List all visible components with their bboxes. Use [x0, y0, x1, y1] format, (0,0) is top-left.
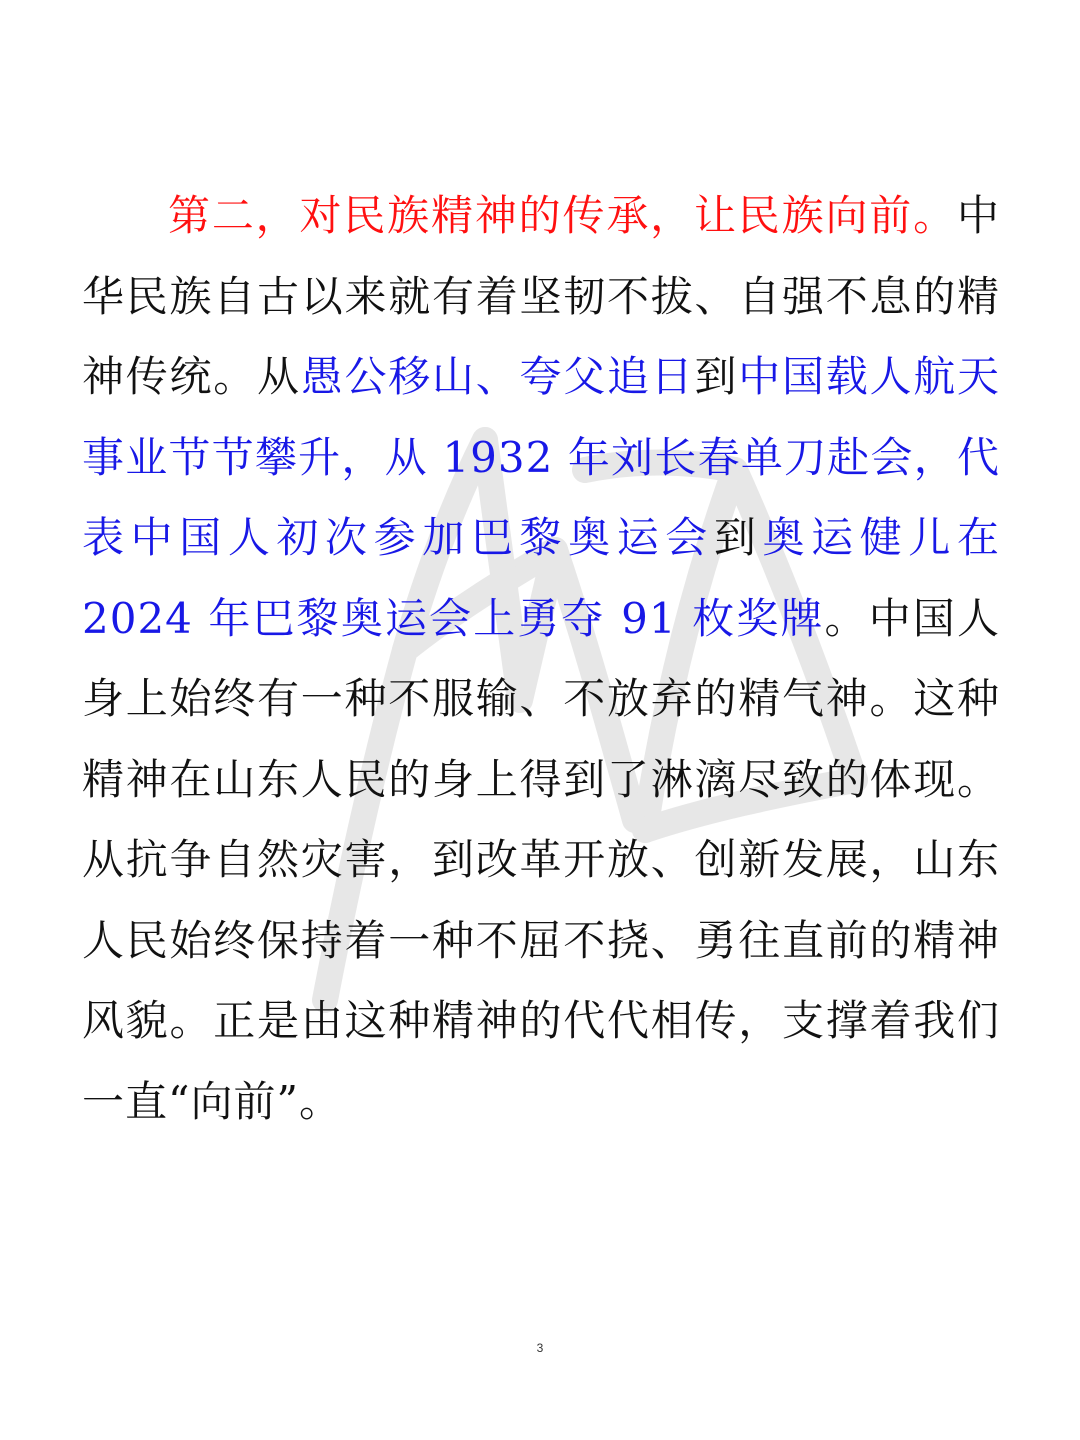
text-segment-2: 到 [694, 352, 739, 401]
highlight-segment-2: 中国载人航天事业节节攀升，从 1932 年刘长春单刀赴会，代表中国人初次参加巴黎奥运会 [82, 352, 1000, 562]
page-number: 3 [536, 1341, 544, 1355]
text-segment-1: 中华民族自古以来就有着坚韧不拔、自强不息的精神传统。从 [82, 191, 1000, 401]
highlight-segment-3: 奥运健儿在 2024 年巴黎奥运会上勇夺 91 枚奖牌 [82, 513, 1000, 643]
text-segment-4: 。中国人身上始终有一种不服输、不放弃的精气神。这种精神在山东人民的身上得到了淋漓尽致的体现。从抗争自然灾害，到改革开放、创新发展，山东人民始终保持着一种不屈不挠、勇往直前的精神风貌。正是由这种精神的代代相传，支撑着我们一直“向前”。 [82, 593, 1000, 1126]
section-heading: 第二，对民族精神的传承，让民族向前。 [168, 191, 957, 240]
body-paragraph [82, 176, 1000, 1142]
text-segment-3: 到 [713, 513, 763, 562]
highlight-segment-1: 愚公移山、夸父追日 [300, 352, 695, 401]
